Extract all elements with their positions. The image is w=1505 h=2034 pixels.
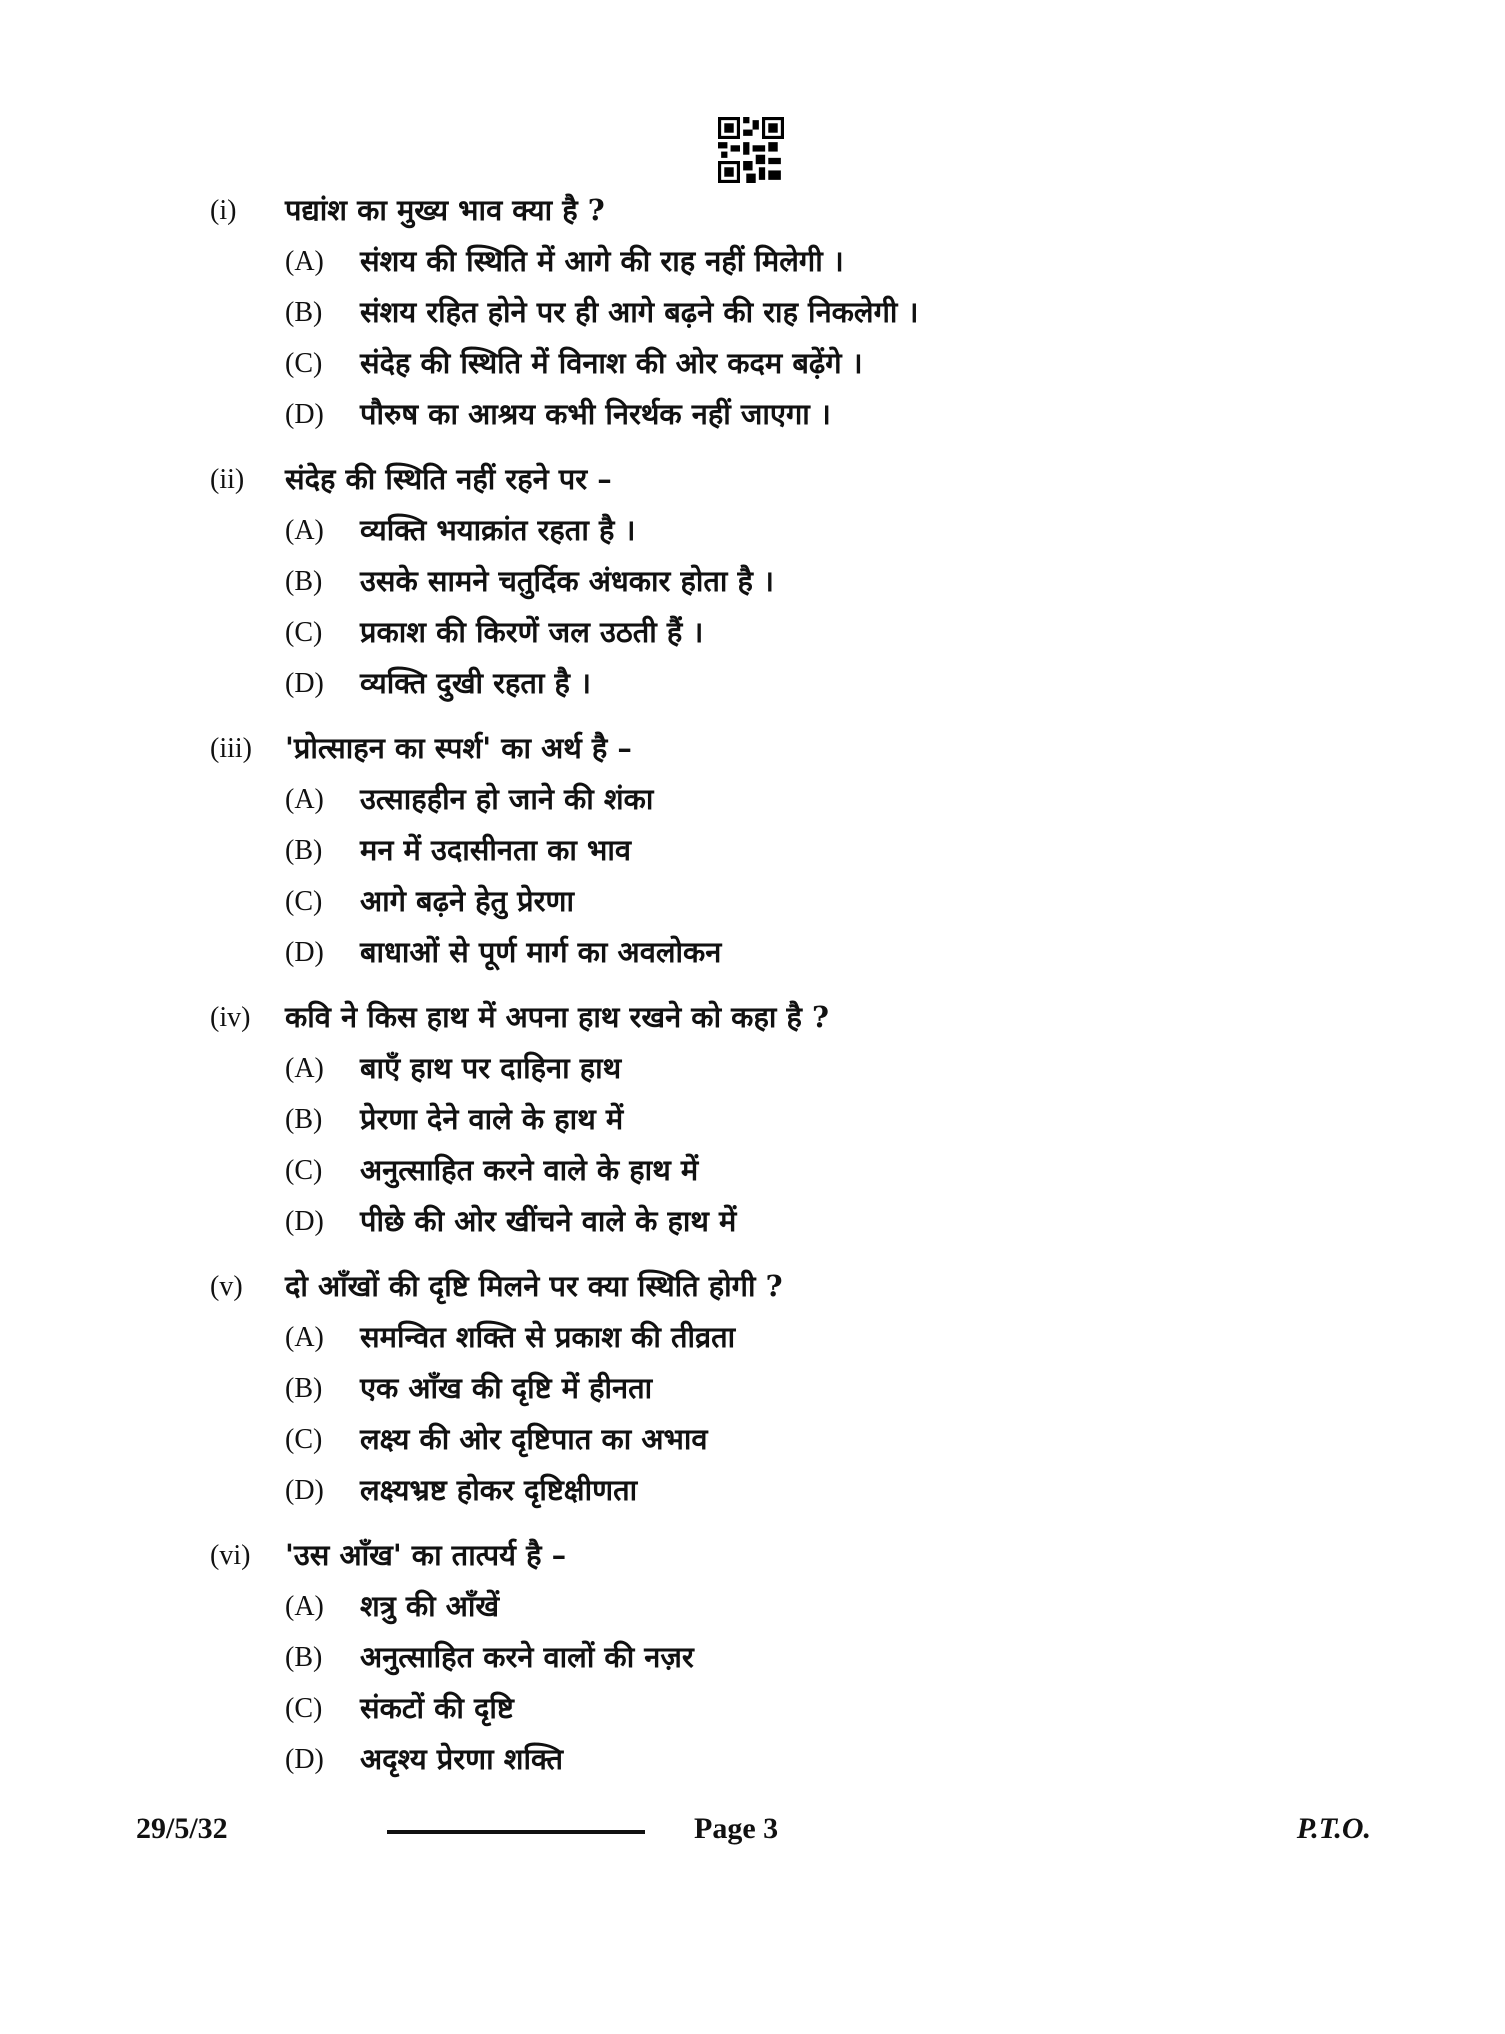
option-b — [0, 1094, 1505, 1145]
option-text: संशय रहित होने पर ही आगे बढ़ने की राह निकलेगी । — [360, 295, 919, 329]
option-a — [0, 1581, 1505, 1632]
option-b — [0, 287, 1505, 338]
option-a — [0, 1312, 1505, 1363]
question-text: दो आँखों की दृष्टि मिलने पर क्या स्थिति होगी ? — [285, 1269, 783, 1303]
option-letter: (A) — [285, 246, 324, 277]
option-letter: (C) — [285, 1693, 323, 1724]
option-text: मन में उदासीनता का भाव — [360, 833, 632, 867]
option-text: संशय की स्थिति में आगे की राह नहीं मिलेगी । — [360, 244, 844, 278]
question-number: (iii) — [210, 733, 252, 764]
option-text: बाएँ हाथ पर दाहिना हाथ — [360, 1051, 622, 1085]
option-letter: (C) — [285, 1155, 323, 1186]
option-text: उसके सामने चतुर्दिक अंधकार होता है । — [360, 564, 775, 598]
option-text: आगे बढ़ने हेतु प्रेरणा — [360, 884, 575, 918]
option-text: व्यक्ति दुखी रहता है । — [360, 666, 592, 700]
question-1 — [0, 185, 1505, 440]
option-letter: (A) — [285, 515, 324, 546]
question-2 — [0, 454, 1505, 709]
option-text: शत्रु की आँखें — [360, 1589, 500, 1623]
option-letter: (D) — [285, 668, 324, 699]
option-b — [0, 556, 1505, 607]
option-letter: (B) — [285, 297, 323, 328]
option-d — [0, 927, 1505, 978]
option-letter: (B) — [285, 566, 323, 597]
pto-label: P.T.O. — [1296, 1812, 1371, 1845]
option-letter: (C) — [285, 886, 323, 917]
option-letter: (D) — [285, 1206, 324, 1237]
option-letter: (A) — [285, 1322, 324, 1353]
option-d — [0, 658, 1505, 709]
option-a — [0, 505, 1505, 556]
question-6 — [0, 1530, 1505, 1785]
qr-code-icon — [718, 117, 784, 183]
option-letter: (D) — [285, 1744, 324, 1775]
option-d — [0, 1196, 1505, 1247]
question-number: (vi) — [210, 1540, 251, 1571]
option-letter: (A) — [285, 1053, 324, 1084]
option-c — [0, 1414, 1505, 1465]
question-number: (v) — [210, 1271, 243, 1302]
option-a — [0, 1043, 1505, 1094]
question-number: (iv) — [210, 1002, 251, 1033]
option-letter: (D) — [285, 937, 324, 968]
option-letter: (B) — [285, 835, 323, 866]
option-text: अनुत्साहित करने वाले के हाथ में — [360, 1153, 699, 1187]
option-a — [0, 236, 1505, 287]
option-a — [0, 774, 1505, 825]
option-d — [0, 1465, 1505, 1516]
option-text: अनुत्साहित करने वालों की नज़र — [360, 1640, 694, 1674]
option-text: पौरुष का आश्रय कभी निरर्थक नहीं जाएगा । — [360, 397, 831, 431]
question-5 — [0, 1261, 1505, 1516]
page-number: Page 3 — [694, 1812, 779, 1845]
question-text: संदेह की स्थिति नहीं रहने पर – — [285, 462, 612, 496]
question-list — [0, 185, 1505, 1799]
question-text: 'उस आँख' का तात्पर्य है – — [285, 1538, 567, 1572]
option-text: उत्साहहीन हो जाने की शंका — [360, 782, 654, 816]
footer-divider — [387, 1830, 645, 1834]
option-text: प्रकाश की किरणें जल उठती हैं । — [360, 615, 704, 649]
option-text: प्रेरणा देने वाले के हाथ में — [360, 1102, 624, 1136]
question-text: कवि ने किस हाथ में अपना हाथ रखने को कहा है ? — [285, 1000, 829, 1034]
option-c — [0, 338, 1505, 389]
option-text: संकटों की दृष्टि — [360, 1691, 514, 1725]
option-text: बाधाओं से पूर्ण मार्ग का अवलोकन — [360, 935, 722, 969]
option-letter: (A) — [285, 784, 324, 815]
question-4 — [0, 992, 1505, 1247]
option-text: अदृश्य प्रेरणा शक्ति — [360, 1742, 564, 1776]
option-c — [0, 1145, 1505, 1196]
option-letter: (A) — [285, 1591, 324, 1622]
question-number: (i) — [210, 195, 237, 226]
question-text: पद्यांश का मुख्य भाव क्या है ? — [285, 193, 605, 227]
question-text: 'प्रोत्साहन का स्पर्श' का अर्थ है – — [285, 731, 632, 765]
option-text: संदेह की स्थिति में विनाश की ओर कदम बढ़ेंगे । — [360, 346, 863, 380]
option-text: एक आँख की दृष्टि में हीनता — [360, 1371, 653, 1405]
option-c — [0, 1683, 1505, 1734]
option-text: लक्ष्य की ओर दृष्टिपात का अभाव — [360, 1422, 708, 1456]
page-footer — [0, 1808, 1505, 1852]
question-number: (ii) — [210, 464, 245, 495]
option-text: व्यक्ति भयाक्रांत रहता है । — [360, 513, 636, 547]
option-letter: (D) — [285, 1475, 324, 1506]
option-text: समन्वित शक्ति से प्रकाश की तीव्रता — [360, 1320, 736, 1354]
option-letter: (B) — [285, 1642, 323, 1673]
paper-code: 29/5/32 — [136, 1812, 228, 1845]
option-letter: (D) — [285, 399, 324, 430]
option-b — [0, 1363, 1505, 1414]
option-letter: (B) — [285, 1373, 323, 1404]
option-letter: (C) — [285, 348, 323, 379]
question-3 — [0, 723, 1505, 978]
option-letter: (C) — [285, 617, 323, 648]
option-letter: (B) — [285, 1104, 323, 1135]
option-letter: (C) — [285, 1424, 323, 1455]
option-b — [0, 1632, 1505, 1683]
option-c — [0, 607, 1505, 658]
option-d — [0, 389, 1505, 440]
option-d — [0, 1734, 1505, 1785]
option-b — [0, 825, 1505, 876]
option-text: लक्ष्यभ्रष्ट होकर दृष्टिक्षीणता — [360, 1473, 638, 1507]
option-text: पीछे की ओर खींचने वाले के हाथ में — [360, 1204, 737, 1238]
option-c — [0, 876, 1505, 927]
